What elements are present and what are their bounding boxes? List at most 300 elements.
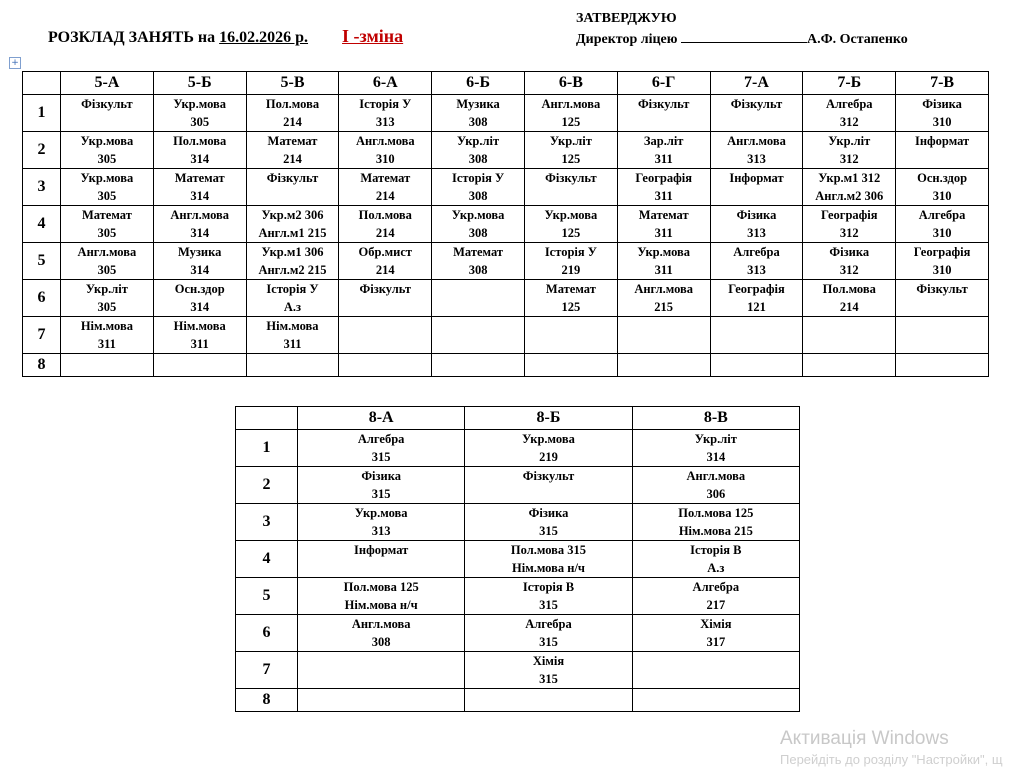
- lesson-cell[interactable]: [153, 206, 246, 243]
- subject-text: Фізкульт: [545, 171, 597, 185]
- subject-text: Обр.мист: [358, 245, 413, 259]
- room-text: 125: [561, 115, 581, 129]
- class-header[interactable]: 6-Б: [432, 72, 525, 95]
- lesson-cell[interactable]: [632, 652, 799, 689]
- room-text: 313: [747, 226, 766, 240]
- lesson-cell[interactable]: [617, 206, 710, 243]
- room-text: 305: [190, 115, 210, 129]
- lesson-row: [236, 689, 800, 712]
- class-header[interactable]: 5-В: [246, 72, 339, 95]
- lesson-cell[interactable]: [710, 243, 803, 280]
- lesson-cell[interactable]: [61, 317, 154, 354]
- approve-title: ЗАТВЕРДЖУЮ: [576, 11, 677, 26]
- room-text: 315: [539, 672, 558, 686]
- subject-text: Пол.мова: [265, 97, 320, 111]
- lesson-cell[interactable]: [710, 206, 803, 243]
- class-header[interactable]: 6-Г: [617, 72, 710, 95]
- subject-text: Осн.здор: [174, 282, 225, 296]
- lesson-cell[interactable]: [339, 95, 432, 132]
- lesson-cell[interactable]: [617, 317, 710, 354]
- lesson-cell[interactable]: [61, 206, 154, 243]
- lesson-cell[interactable]: [524, 243, 617, 280]
- room-text: 315: [539, 635, 558, 649]
- subject-text: Історія У: [266, 282, 319, 296]
- lesson-cell[interactable]: [339, 317, 432, 354]
- subject-text: Фізкульт: [266, 171, 319, 185]
- room-text: 305: [97, 263, 117, 277]
- lesson-cell[interactable]: [432, 317, 525, 354]
- subject-text: Укр.літ: [85, 282, 128, 296]
- room-text: 315: [539, 598, 558, 612]
- subject-text: Математ: [360, 171, 411, 185]
- room-text: 308: [468, 189, 488, 203]
- lesson-cell[interactable]: [617, 95, 710, 132]
- lesson-cell[interactable]: [896, 206, 989, 243]
- subject-text: Зар.літ: [643, 134, 684, 148]
- subject-text: Англ.мова: [77, 245, 137, 259]
- lesson-cell[interactable]: [617, 132, 710, 169]
- lesson-cell[interactable]: [432, 280, 525, 317]
- class-header[interactable]: 7-Б: [803, 72, 896, 95]
- lesson-number[interactable]: 5: [23, 243, 61, 280]
- lesson-row: [236, 430, 800, 467]
- room-text: 313: [371, 524, 391, 538]
- class-header[interactable]: 5-А: [61, 72, 154, 95]
- lesson-row: [23, 132, 989, 169]
- lesson-number[interactable]: 2: [236, 467, 298, 504]
- room-text: 311: [654, 263, 673, 277]
- lesson-row: [236, 467, 800, 504]
- room-text: 214: [283, 152, 302, 166]
- class-header[interactable]: 7-А: [710, 72, 803, 95]
- room-text: 311: [654, 152, 673, 166]
- lesson-cell[interactable]: [432, 243, 525, 280]
- room-text: Англ.м2 306: [815, 189, 884, 203]
- room-text: 310: [932, 226, 952, 240]
- lesson-cell[interactable]: [524, 354, 617, 377]
- lesson-cell[interactable]: [617, 354, 710, 377]
- lesson-cell[interactable]: [524, 206, 617, 243]
- lesson-cell[interactable]: [465, 652, 632, 689]
- lesson-number[interactable]: 7: [236, 652, 298, 689]
- lesson-cell[interactable]: [432, 132, 525, 169]
- subject-text: Укр.м2 306: [261, 208, 324, 222]
- subject-text: Пол.мова: [173, 134, 227, 148]
- lesson-row: [23, 95, 989, 132]
- room-text: Англ.м1 215: [258, 226, 327, 240]
- subject-text: Історія У: [544, 245, 597, 259]
- room-text: 305: [97, 152, 117, 166]
- room-text: 121: [747, 300, 766, 314]
- schedule-table-grade-8: [235, 406, 800, 712]
- lesson-cell[interactable]: [803, 169, 896, 206]
- subject-text: Укр.м1 312: [818, 171, 881, 185]
- lesson-cell[interactable]: [617, 169, 710, 206]
- lesson-cell[interactable]: [710, 317, 803, 354]
- lesson-cell[interactable]: [617, 280, 710, 317]
- lesson-cell[interactable]: [524, 169, 617, 206]
- lesson-cell[interactable]: [896, 132, 989, 169]
- subject-text: Фізкульт: [359, 282, 412, 296]
- subject-text: Укр.мова: [544, 208, 598, 222]
- subject-text: Укр.літ: [694, 432, 737, 446]
- room-text: 308: [468, 115, 488, 129]
- lesson-row: [236, 652, 800, 689]
- room-text: 311: [283, 337, 302, 351]
- room-text: 315: [371, 450, 391, 464]
- lesson-number[interactable]: 8: [23, 354, 61, 377]
- room-text: 311: [190, 337, 209, 351]
- lesson-row: [236, 541, 800, 578]
- approval-block: [576, 8, 908, 50]
- subject-text: Математ: [453, 245, 504, 259]
- lesson-number[interactable]: 1: [23, 95, 61, 132]
- lesson-cell[interactable]: [632, 578, 799, 615]
- subject-text: Нім.мова: [80, 319, 133, 333]
- room-text: 313: [747, 263, 766, 277]
- subject-text: Англ.мова: [170, 208, 230, 222]
- room-text: 125: [561, 300, 581, 314]
- room-text: 219: [539, 450, 558, 464]
- lesson-cell[interactable]: [465, 689, 632, 712]
- corner-cell: [23, 72, 61, 95]
- room-text: 310: [932, 115, 952, 129]
- subject-text: Хімія: [700, 617, 732, 631]
- lesson-cell[interactable]: [710, 169, 803, 206]
- room-text: А.з: [283, 300, 302, 314]
- subject-text: Укр.мова: [80, 134, 134, 148]
- lesson-number[interactable]: 7: [23, 317, 61, 354]
- lesson-cell[interactable]: [632, 615, 799, 652]
- room-text: 310: [932, 189, 952, 203]
- lesson-cell[interactable]: [432, 95, 525, 132]
- class-header[interactable]: 5-Б: [153, 72, 246, 95]
- lesson-cell[interactable]: [896, 317, 989, 354]
- room-text: 214: [375, 189, 395, 203]
- subject-text: Історія В: [522, 580, 575, 594]
- lesson-row: [23, 243, 989, 280]
- subject-text: Інформат: [914, 134, 970, 148]
- subject-text: Географія: [728, 282, 785, 296]
- lesson-cell[interactable]: [153, 95, 246, 132]
- subject-text: Алгебра: [825, 97, 873, 111]
- lesson-cell[interactable]: [524, 95, 617, 132]
- lesson-cell[interactable]: [524, 132, 617, 169]
- lesson-cell[interactable]: [339, 354, 432, 377]
- subject-text: Англ.мова: [634, 282, 694, 296]
- room-text: 219: [561, 263, 581, 277]
- lesson-cell[interactable]: [465, 430, 632, 467]
- room-text: 315: [539, 524, 558, 538]
- approve-label: Директор ліцею: [576, 32, 681, 47]
- lesson-cell[interactable]: [803, 95, 896, 132]
- lesson-cell[interactable]: [298, 689, 465, 712]
- lesson-cell[interactable]: [896, 280, 989, 317]
- subject-text: Алгебра: [692, 580, 740, 594]
- lesson-cell[interactable]: [524, 280, 617, 317]
- lesson-cell[interactable]: [246, 169, 339, 206]
- lesson-cell[interactable]: [632, 689, 799, 712]
- lesson-cell[interactable]: [339, 206, 432, 243]
- room-text: 311: [97, 337, 116, 351]
- subject-text: Укр.мова: [173, 97, 227, 111]
- lesson-cell[interactable]: [246, 280, 339, 317]
- lesson-cell[interactable]: [298, 430, 465, 467]
- room-text: 214: [375, 226, 395, 240]
- subject-text: Осн.здор: [917, 171, 968, 185]
- lesson-cell[interactable]: [465, 467, 632, 504]
- lesson-row: [23, 280, 989, 317]
- lesson-cell[interactable]: [298, 504, 465, 541]
- room-text: 312: [839, 152, 859, 166]
- table-header-row: [23, 72, 989, 95]
- subject-text: Англ.мова: [686, 469, 746, 483]
- table-header-row: [236, 407, 800, 430]
- lesson-row: [236, 615, 800, 652]
- lesson-number[interactable]: 4: [236, 541, 298, 578]
- lesson-cell[interactable]: [803, 206, 896, 243]
- room-text: 315: [371, 487, 391, 501]
- room-text: 311: [654, 189, 673, 203]
- subject-text: Укр.літ: [828, 134, 871, 148]
- subject-text: Укр.мова: [522, 432, 575, 446]
- lesson-cell[interactable]: [432, 354, 525, 377]
- room-text: 308: [468, 263, 488, 277]
- lesson-cell[interactable]: [61, 280, 154, 317]
- room-text: Англ.м2 215: [258, 263, 327, 277]
- lesson-cell[interactable]: [61, 95, 154, 132]
- subject-text: Нім.мова: [266, 319, 319, 333]
- class-header[interactable]: 8-Б: [465, 407, 632, 430]
- schedule-date: 16.02.2026 р.: [219, 29, 309, 46]
- lesson-row: [23, 354, 989, 377]
- lesson-number[interactable]: 4: [23, 206, 61, 243]
- subject-text: Алгебра: [918, 208, 966, 222]
- lesson-cell[interactable]: [465, 541, 632, 578]
- class-header[interactable]: 7-В: [896, 72, 989, 95]
- room-text: 311: [654, 226, 673, 240]
- room-text: 310: [932, 263, 952, 277]
- lesson-number[interactable]: 1: [236, 430, 298, 467]
- subject-text: Фізика: [361, 469, 402, 483]
- lesson-cell[interactable]: [896, 169, 989, 206]
- subject-text: Математ: [638, 208, 689, 222]
- signature-line: [681, 30, 807, 43]
- lesson-cell[interactable]: [246, 243, 339, 280]
- room-text: 314: [190, 226, 210, 240]
- lesson-number[interactable]: 8: [236, 689, 298, 712]
- lesson-cell[interactable]: [465, 504, 632, 541]
- lesson-cell[interactable]: [632, 467, 799, 504]
- room-text: 306: [706, 487, 726, 501]
- corner-cell: [236, 407, 298, 430]
- lesson-cell[interactable]: [803, 243, 896, 280]
- class-header[interactable]: 8-А: [298, 407, 465, 430]
- lesson-number[interactable]: 6: [23, 280, 61, 317]
- subject-text: Історія У: [359, 97, 412, 111]
- lesson-cell[interactable]: [632, 504, 799, 541]
- lesson-cell[interactable]: [710, 95, 803, 132]
- subject-text: Історія В: [690, 543, 742, 557]
- subject-text: Історія У: [452, 171, 505, 185]
- subject-text: Укр.м1 306: [261, 245, 324, 259]
- lesson-cell[interactable]: [465, 615, 632, 652]
- room-text: 312: [839, 115, 859, 129]
- lesson-cell[interactable]: [298, 467, 465, 504]
- lesson-cell[interactable]: [803, 280, 896, 317]
- room-text: 305: [97, 189, 117, 203]
- lesson-cell[interactable]: [339, 169, 432, 206]
- lesson-cell[interactable]: [339, 280, 432, 317]
- subject-text: Математ: [81, 208, 132, 222]
- subject-text: Математ: [174, 171, 225, 185]
- lesson-cell[interactable]: [298, 652, 465, 689]
- lesson-cell[interactable]: [61, 354, 154, 377]
- schedule-title: [48, 26, 403, 47]
- subject-text: Нім.мова: [173, 319, 226, 333]
- lesson-cell[interactable]: [632, 541, 799, 578]
- lesson-cell[interactable]: [61, 243, 154, 280]
- lesson-cell[interactable]: [803, 317, 896, 354]
- room-text: 314: [190, 189, 210, 203]
- lesson-cell[interactable]: [896, 354, 989, 377]
- room-text: 312: [839, 226, 859, 240]
- subject-text: Англ.мова: [351, 617, 411, 631]
- room-text: 214: [839, 300, 859, 314]
- lesson-row: [23, 317, 989, 354]
- room-text: 308: [371, 635, 391, 649]
- lesson-cell[interactable]: [153, 243, 246, 280]
- lesson-cell[interactable]: [61, 132, 154, 169]
- room-text: 214: [375, 263, 395, 277]
- lesson-row: [236, 504, 800, 541]
- lesson-number[interactable]: 3: [23, 169, 61, 206]
- lesson-cell[interactable]: [61, 169, 154, 206]
- title-prefix: РОЗКЛАД ЗАНЯТЬ на: [48, 29, 220, 46]
- lesson-cell[interactable]: [153, 317, 246, 354]
- subject-text: Пол.мова 315: [510, 543, 587, 557]
- class-header[interactable]: 6-А: [339, 72, 432, 95]
- lesson-cell[interactable]: [432, 169, 525, 206]
- subject-text: Фізика: [736, 208, 777, 222]
- room-text: 215: [654, 300, 674, 314]
- lesson-cell[interactable]: [246, 317, 339, 354]
- lesson-cell[interactable]: [617, 243, 710, 280]
- lesson-cell[interactable]: [298, 615, 465, 652]
- subject-text: Фізика: [922, 97, 962, 111]
- subject-text: Географія: [913, 245, 971, 259]
- subject-text: Англ.мова: [727, 134, 786, 148]
- lesson-cell[interactable]: [710, 280, 803, 317]
- lesson-cell[interactable]: [632, 430, 799, 467]
- lesson-cell[interactable]: [246, 354, 339, 377]
- lesson-cell[interactable]: [710, 354, 803, 377]
- subject-text: Математ: [545, 282, 596, 296]
- lesson-cell[interactable]: [153, 169, 246, 206]
- subject-text: Укр.літ: [549, 134, 592, 148]
- lesson-cell[interactable]: [524, 317, 617, 354]
- windows-activation-watermark: Активація Windows: [780, 728, 949, 749]
- room-text: 305: [97, 226, 117, 240]
- subject-text: Укр.мова: [451, 208, 505, 222]
- lesson-cell[interactable]: [153, 132, 246, 169]
- room-text: Нім.мова 215: [678, 524, 753, 538]
- lesson-number[interactable]: 3: [236, 504, 298, 541]
- subject-text: Фізкульт: [730, 97, 783, 111]
- subject-text: Алгебра: [525, 617, 572, 631]
- subject-text: Англ.мова: [355, 134, 415, 148]
- room-text: Нім.мова н/ч: [512, 561, 585, 575]
- room-text: 314: [190, 152, 210, 166]
- lesson-cell[interactable]: [803, 132, 896, 169]
- approve-line: [576, 29, 908, 50]
- room-text: 214: [283, 115, 302, 129]
- room-text: 314: [706, 450, 726, 464]
- lesson-cell[interactable]: [246, 95, 339, 132]
- table-move-handle-icon[interactable]: +: [9, 57, 21, 69]
- lesson-cell[interactable]: [153, 280, 246, 317]
- class-header[interactable]: 8-В: [632, 407, 799, 430]
- class-header[interactable]: 6-В: [524, 72, 617, 95]
- room-text: А.з: [707, 561, 725, 575]
- lesson-cell[interactable]: [339, 243, 432, 280]
- subject-text: Фізкульт: [916, 282, 968, 296]
- shift-label: І -зміна: [342, 26, 404, 46]
- lesson-cell[interactable]: [465, 578, 632, 615]
- subject-text: Пол.мова: [822, 282, 876, 296]
- subject-text: Фізкульт: [81, 97, 133, 111]
- subject-text: Пол.мова 125: [343, 580, 419, 594]
- subject-text: Фізика: [829, 245, 870, 259]
- subject-text: Фізика: [528, 506, 569, 520]
- subject-text: Фізкульт: [637, 97, 690, 111]
- lesson-cell[interactable]: [339, 132, 432, 169]
- room-text: 308: [468, 152, 488, 166]
- subject-text: Фізкульт: [522, 469, 575, 483]
- room-text: 314: [190, 263, 210, 277]
- lesson-number[interactable]: 6: [236, 615, 298, 652]
- lesson-cell[interactable]: [298, 578, 465, 615]
- windows-activation-hint: Перейдіть до розділу "Настройки", щ: [780, 752, 1003, 767]
- subject-text: Математ: [267, 134, 318, 148]
- lesson-cell[interactable]: [153, 354, 246, 377]
- lesson-cell[interactable]: [710, 132, 803, 169]
- subject-text: Інформат: [729, 171, 784, 185]
- room-text: 314: [190, 300, 210, 314]
- subject-text: Алгебра: [733, 245, 780, 259]
- lesson-number[interactable]: 5: [236, 578, 298, 615]
- lesson-cell[interactable]: [896, 243, 989, 280]
- lesson-number[interactable]: 2: [23, 132, 61, 169]
- lesson-cell[interactable]: [432, 206, 525, 243]
- lesson-cell[interactable]: [803, 354, 896, 377]
- subject-text: Укр.мова: [354, 506, 408, 520]
- subject-text: Пол.мова 125: [678, 506, 754, 520]
- lesson-cell[interactable]: [298, 541, 465, 578]
- room-text: 310: [375, 152, 395, 166]
- room-text: 125: [561, 226, 581, 240]
- lesson-cell[interactable]: [896, 95, 989, 132]
- lesson-row: [23, 169, 989, 206]
- room-text: 308: [468, 226, 488, 240]
- subject-text: Укр.мова: [80, 171, 134, 185]
- subject-text: Музика: [178, 245, 222, 259]
- lesson-cell[interactable]: [246, 132, 339, 169]
- lesson-cell[interactable]: [246, 206, 339, 243]
- subject-text: Географія: [820, 208, 878, 222]
- room-text: 125: [561, 152, 581, 166]
- room-text: 313: [747, 152, 766, 166]
